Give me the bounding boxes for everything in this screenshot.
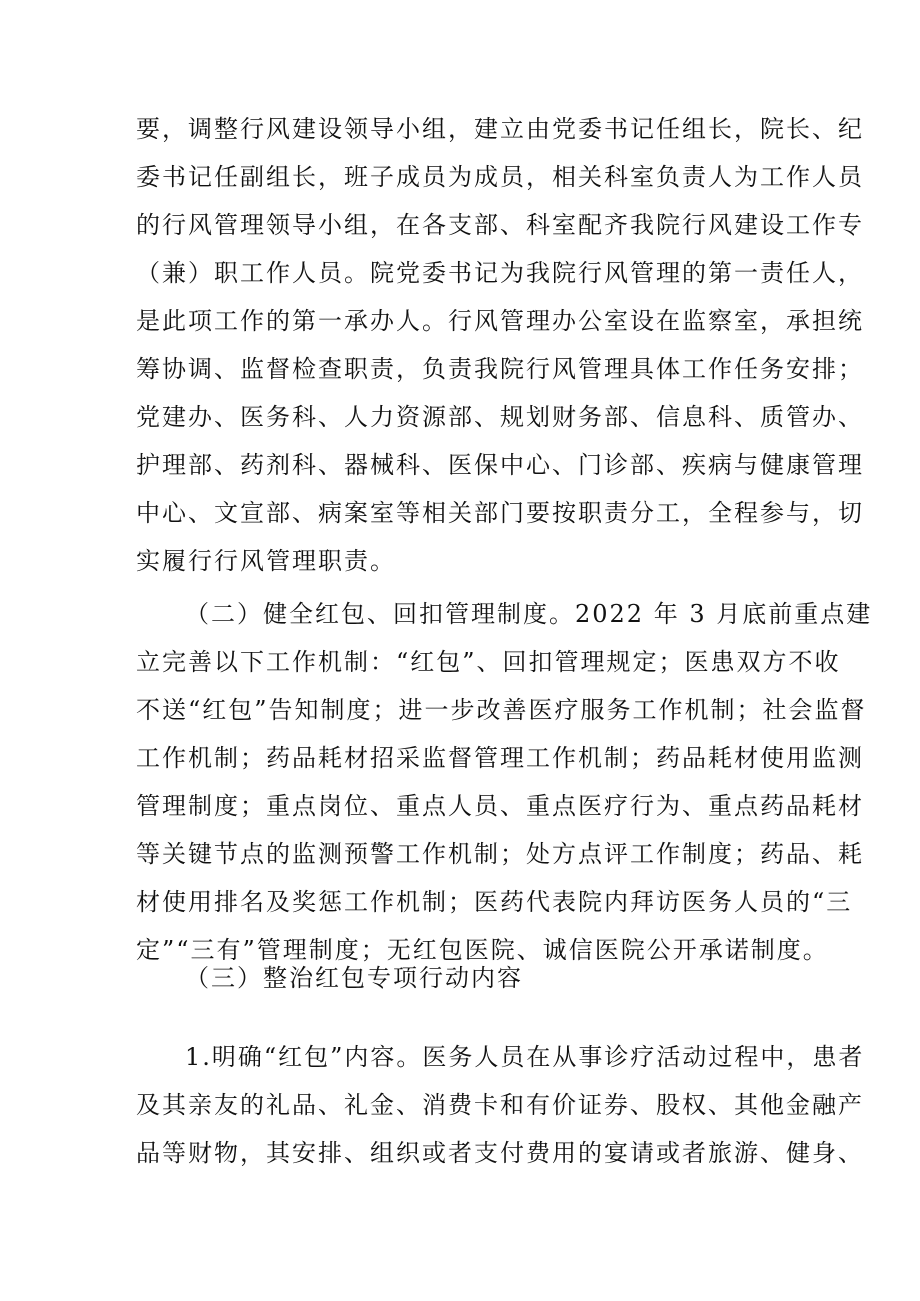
body-text-line: 工作机制；药品耗材招采监督管理工作机制；药品耗材使用监测 xyxy=(136,744,864,772)
subsection-heading-line: 1.明确“红包”内容。医务人员在从事诊疗活动过程中，患者 xyxy=(185,1043,865,1071)
body-text-line: 立完善以下工作机制：“红包”、回扣管理规定；医患双方不收 xyxy=(136,648,841,676)
body-text-line: 的行风管理领导小组，在各支部、科室配齐我院行风建设工作专 xyxy=(136,211,864,239)
body-text-line: 党建办、医务科、人力资源部、规划财务部、信息科、质管办、 xyxy=(136,403,864,431)
body-text-line: 品等财物，其安排、组织或者支付费用的宴请或者旅游、健身、 xyxy=(136,1139,864,1167)
body-text-line: 护理部、药剂科、器械科、医保中心、门诊部、疾病与健康管理 xyxy=(136,451,864,479)
body-text-line: 中心、文宣部、病案室等相关部门要按职责分工，全程参与，切 xyxy=(136,499,864,527)
body-text-line: 及其亲友的礼品、礼金、消费卡和有价证券、股权、其他金融产 xyxy=(136,1091,864,1119)
body-text-line: 管理制度；重点岗位、重点人员、重点医疗行为、重点药品耗材 xyxy=(136,792,864,820)
section-heading-line: （二）健全红包、回扣管理制度。2022 年 3 月底前重点建 xyxy=(185,600,873,628)
body-text-line: 是此项工作的第一承办人。行风管理办公室设在监察室，承担统 xyxy=(136,307,864,335)
body-text-line: 委书记任副组长，班子成员为成员，相关科室负责人为工作人员 xyxy=(136,163,864,191)
body-text-line: 要，调整行风建设领导小组，建立由党委书记任组长，院长、纪 xyxy=(136,115,864,143)
body-text-line: （兼）职工作人员。院党委书记为我院行风管理的第一责任人， xyxy=(136,259,864,287)
body-text-line: 筹协调、监督检查职责，负责我院行风管理具体工作任务安排； xyxy=(136,355,864,383)
body-text-line: 等关键节点的监测预警工作机制；处方点评工作制度；药品、耗 xyxy=(136,840,864,868)
body-text-line: 实履行行风管理职责。 xyxy=(136,547,396,575)
body-text-line: 不送“红包”告知制度；进一步改善医疗服务工作机制；社会监督 xyxy=(136,696,867,724)
body-text-line: 材使用排名及奖惩工作机制；医药代表院内拜访医务人员的“三 xyxy=(136,888,853,916)
section-heading-line: （三）整治红包专项行动内容 xyxy=(185,964,523,992)
body-text-line: 定”“三有”管理制度；无红包医院、诚信医院公开承诺制度。 xyxy=(136,936,829,964)
